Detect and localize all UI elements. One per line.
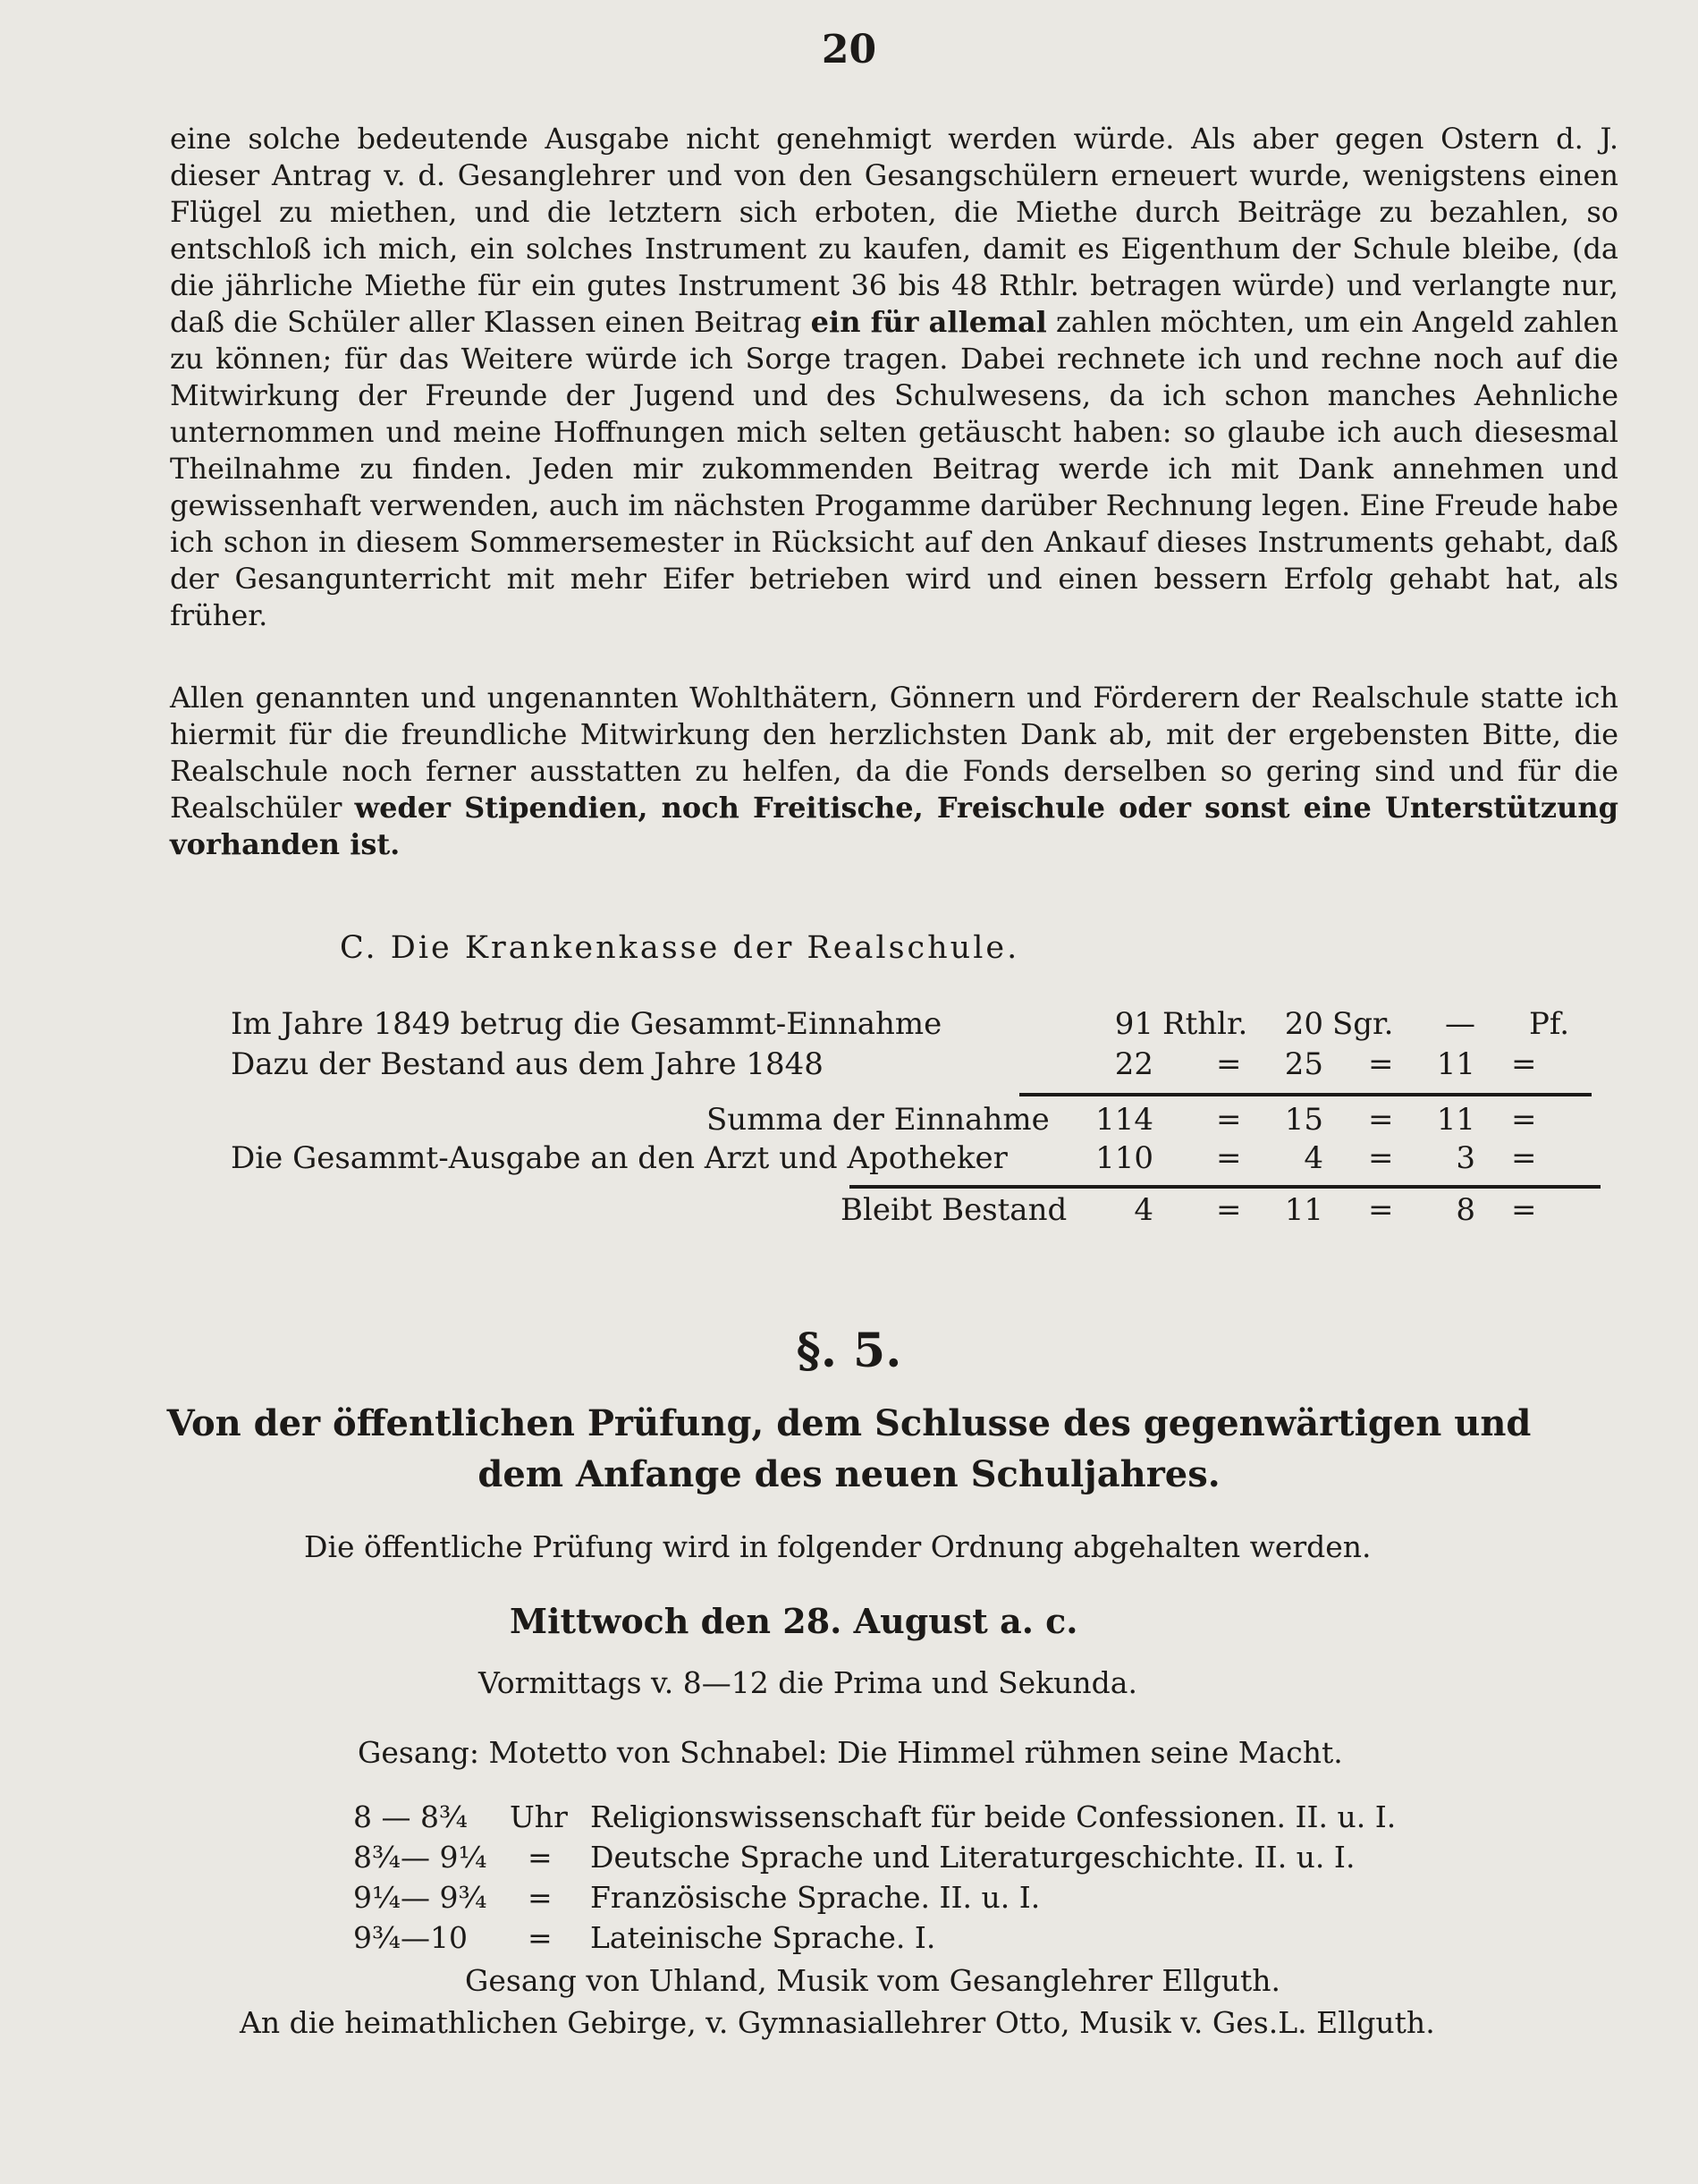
page-number: 20: [821, 27, 877, 72]
section-title-line2: dem Anfange des neuen Schuljahres.: [477, 1453, 1221, 1495]
ledger-pf: 11: [1436, 1046, 1475, 1082]
song-line: Gesang: Motetto von Schnabel: Die Himmel rühmen seine Macht.: [358, 1735, 1343, 1770]
section-c-heading: C. Die Krankenkasse der Realschule.: [340, 930, 1020, 966]
ledger-label: Die Gesammt-Ausgabe an den Arzt und Apotheker: [231, 1140, 1008, 1176]
schedule-mark: =: [528, 1920, 553, 1955]
ledger-unit: Rthlr.: [1162, 1006, 1248, 1042]
ledger-unit: Pf.: [1529, 1006, 1570, 1042]
ledger-label: Dazu der Bestand aus dem Jahre 1848: [231, 1046, 824, 1082]
ledger-rthlr: 91: [1114, 1006, 1153, 1042]
schedule-time: 9¼— 9¾: [353, 1880, 487, 1915]
ledger-unit: =: [1511, 1192, 1537, 1228]
ledger-rthlr: 110: [1095, 1140, 1153, 1176]
ledger-label: Im Jahre 1849 betrug die Gesammt-Einnahme: [231, 1006, 942, 1042]
ledger-sgr: 25: [1284, 1046, 1323, 1082]
ledger-sgr: 20: [1284, 1006, 1323, 1042]
ledger-unit: =: [1368, 1046, 1394, 1082]
ledger-label: Summa der Einnahme: [706, 1102, 1050, 1138]
schedule-subject: Lateinische Sprache. I.: [590, 1920, 936, 1955]
schedule-mark: =: [528, 1840, 553, 1875]
emphasis-text: ein für allemal: [810, 305, 1047, 339]
ledger-sgr: 11: [1284, 1192, 1323, 1228]
ledger-pf: 8: [1456, 1192, 1475, 1228]
paragraph-text: zahlen möchten, um ein Angeld zahlen zu können; für das Weitere würde ich Sorge tragen. Dabei rechnete ich und rechne noch auf die Mitwirkung der Freunde der Jugend und des Schulwesens, da ich schon manches Aehnliche unternommen und meine Hoffnungen mich selten getäuscht haben: so glaube ich auch diesesmal Theilnahme zu finden. Jeden mir zukommenden Beitrag werde ich mit Dank annehmen und gewissenhaft verwenden, auch im nächsten Progamme darüber Rechnung legen. Eine Freude habe ich schon in diesem Sommersemester in Rücksicht auf den Ankauf dieses Instruments gehabt, daß der Gesangunterricht mit mehr Eifer betrieben wird und einen bessern Erfolg gehabt hat, als früher.: [170, 305, 1619, 632]
ledger-unit: =: [1368, 1102, 1394, 1138]
ledger-unit: =: [1216, 1102, 1242, 1138]
emphasis-text: weder Stipendien, noch Freitische, Freischule oder sonst eine Unterstützung vorhanden ist.: [170, 791, 1618, 861]
schedule-subject: Deutsche Sprache und Literaturgeschichte. II. u. I.: [590, 1840, 1356, 1875]
ledger-unit: =: [1511, 1102, 1537, 1138]
schedule-time: 8¾— 9¼: [353, 1840, 487, 1875]
schedule-mark: Uhr: [510, 1799, 568, 1834]
balance-rule: [849, 1185, 1601, 1189]
ledger-unit: =: [1511, 1140, 1537, 1176]
schedule-time: 9¾—10: [353, 1920, 468, 1955]
exam-morning: Vormittags v. 8—12 die Prima und Sekunda.: [478, 1665, 1137, 1700]
exam-day: Mittwoch den 28. August a. c.: [510, 1601, 1078, 1641]
ledger-unit: =: [1216, 1046, 1242, 1082]
ledger-rthlr: 4: [1134, 1192, 1153, 1228]
ledger-sgr: 15: [1284, 1102, 1323, 1138]
schedule-subject: Französische Sprache. II. u. I.: [590, 1880, 1041, 1915]
ledger-unit: =: [1216, 1192, 1242, 1228]
section-number: §. 5.: [796, 1324, 902, 1378]
schedule-time: 8 — 8¾: [353, 1799, 468, 1834]
ledger-pf: —: [1445, 1006, 1475, 1042]
ledger-unit: Sgr.: [1332, 1006, 1394, 1042]
schedule-subject: Religionswissenschaft für beide Confessionen. II. u. I.: [590, 1799, 1397, 1834]
ledger-rthlr: 114: [1095, 1102, 1153, 1138]
paragraph-text: Allen genannten und ungenannten Wohlthätern, Gönnern und Förderern der Realschule statte ich hiermit für die freundliche Mitwirkung den herzlichsten Dank ab, mit der ergebensten Bitte, die Realschule noch ferner ausstatten zu helfen, da die Fonds derselben so gering sind und für die Realschüler: [170, 681, 1618, 825]
ledger-label: Bleibt Bestand: [841, 1192, 1068, 1228]
ledger-rthlr: 22: [1114, 1046, 1153, 1082]
ledger-pf: 11: [1436, 1102, 1475, 1138]
ledger-unit: =: [1368, 1192, 1394, 1228]
ledger-unit: =: [1511, 1046, 1537, 1082]
paragraph-text: eine solche bedeutende Ausgabe nicht genehmigt werden würde. Als aber gegen Ostern d. J. dieser Antrag v. d. Gesanglehrer und von den Gesangschülern erneuert wurde, wenigstens einen Flügel zu miethen, und die letztern sich erboten, die Miethe durch Beiträge zu bezahlen, so entschloß ich mich, ein solches Instrument zu kaufen, damit es Eigenthum der Schule bleibe, (da die jährliche Miethe für ein gutes Instrument 36 bis 48 Rthlr. betragen würde) und verlangte nur, daß die Schüler aller Klassen einen Beitrag: [170, 122, 1618, 339]
paragraph-thanks: [170, 680, 1618, 863]
schedule-mark: =: [528, 1880, 553, 1915]
song-line: Gesang von Uhland, Musik vom Gesanglehrer Ellguth.: [465, 1963, 1280, 1998]
section-title-line1: Von der öffentlichen Prüfung, dem Schlusse des gegenwärtigen und: [166, 1402, 1532, 1444]
ledger-pf: 3: [1456, 1140, 1475, 1176]
ledger-unit: =: [1216, 1140, 1242, 1176]
song-line: An die heimathlichen Gebirge, v. Gymnasiallehrer Otto, Musik v. Ges.L. Ellguth.: [240, 2005, 1435, 2040]
exam-intro: Die öffentliche Prüfung wird in folgender Ordnung abgehalten werden.: [304, 1529, 1372, 1564]
ledger-sgr: 4: [1304, 1140, 1323, 1176]
sum-rule: [1019, 1093, 1592, 1096]
paragraph-instrument: [170, 121, 1618, 634]
ledger-unit: =: [1368, 1140, 1394, 1176]
